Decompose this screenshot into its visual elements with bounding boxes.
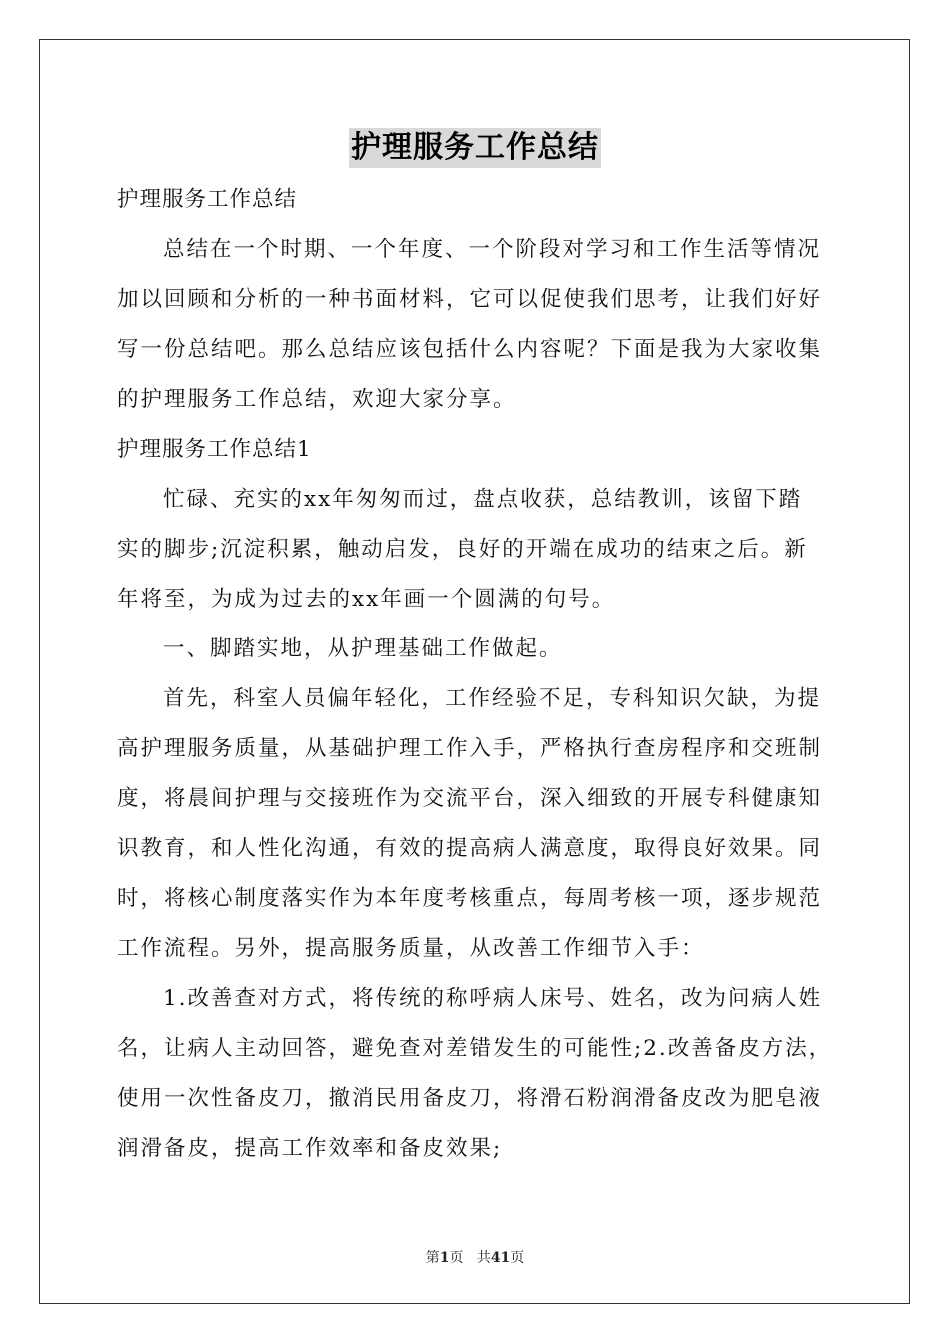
section-heading: 护理服务工作总结1 [117,437,312,462]
paragraph-line: 首先，科室人员偏年轻化，工作经验不足，专科知识欠缺，为提 [163,686,822,711]
paragraph-line: 忙碌、充实的xx年匆匆而过，盘点收获，总结教训，该留下踏 [163,487,803,512]
footer-total-suffix: 页 [510,1250,525,1266]
paragraph-line: 度，将晨间护理与交接班作为交流平台，深入细致的开展专科健康知 [117,786,823,811]
intro-line: 写一份总结吧。那么总结应该包括什么内容呢？下面是我为大家收集 [117,337,823,362]
page-footer [0,1247,950,1267]
point-heading: 一、脚踏实地，从护理基础工作做起。 [163,636,563,661]
paragraph-line: 工作流程。另外，提高服务质量，从改善工作细节入手： [117,936,705,961]
footer-page-suffix: 页 [449,1250,464,1266]
paragraph-line: 高护理服务质量，从基础护理工作入手，严格执行查房程序和交班制 [117,736,823,761]
paragraph-line: 名，让病人主动回答，避免查对差错发生的可能性;2.改善备皮方法， [117,1036,833,1061]
paragraph-line: 1.改善查对方式，将传统的称呼病人床号、姓名，改为问病人姓 [163,986,823,1011]
page-border [39,39,910,1304]
paragraph-line: 使用一次性备皮刀，撤消民用备皮刀，将滑石粉润滑备皮改为肥皂液 [117,1086,823,1111]
footer-page-number: 1 [439,1250,450,1266]
paragraph-line: 年将至，为成为过去的xx年画一个圆满的句号。 [117,587,616,612]
intro-line: 的护理服务工作总结，欢迎大家分享。 [117,387,517,412]
paragraph-line: 时，将核心制度落实作为本年度考核重点，每周考核一项，逐步规范 [117,886,823,911]
footer-page-prefix: 第 [425,1250,440,1266]
intro-line: 总结在一个时期、一个年度、一个阶段对学习和工作生活等情况 [163,237,822,262]
paragraph-line: 识教育，和人性化沟通，有效的提高病人满意度，取得良好效果。同 [117,836,823,861]
paragraph-line: 润滑备皮，提高工作效率和备皮效果; [117,1136,503,1161]
footer-total-pages: 41 [490,1250,511,1266]
document-title: 护理服务工作总结 [349,128,601,168]
document-subtitle: 护理服务工作总结 [117,187,298,212]
title-container [117,128,833,168]
paragraph-line: 实的脚步;沉淀积累，触动启发，良好的开端在成功的结束之后。新 [117,537,808,562]
footer-total-prefix: 共 [476,1250,491,1266]
intro-line: 加以回顾和分析的一种书面材料，它可以促使我们思考，让我们好好 [117,287,823,312]
